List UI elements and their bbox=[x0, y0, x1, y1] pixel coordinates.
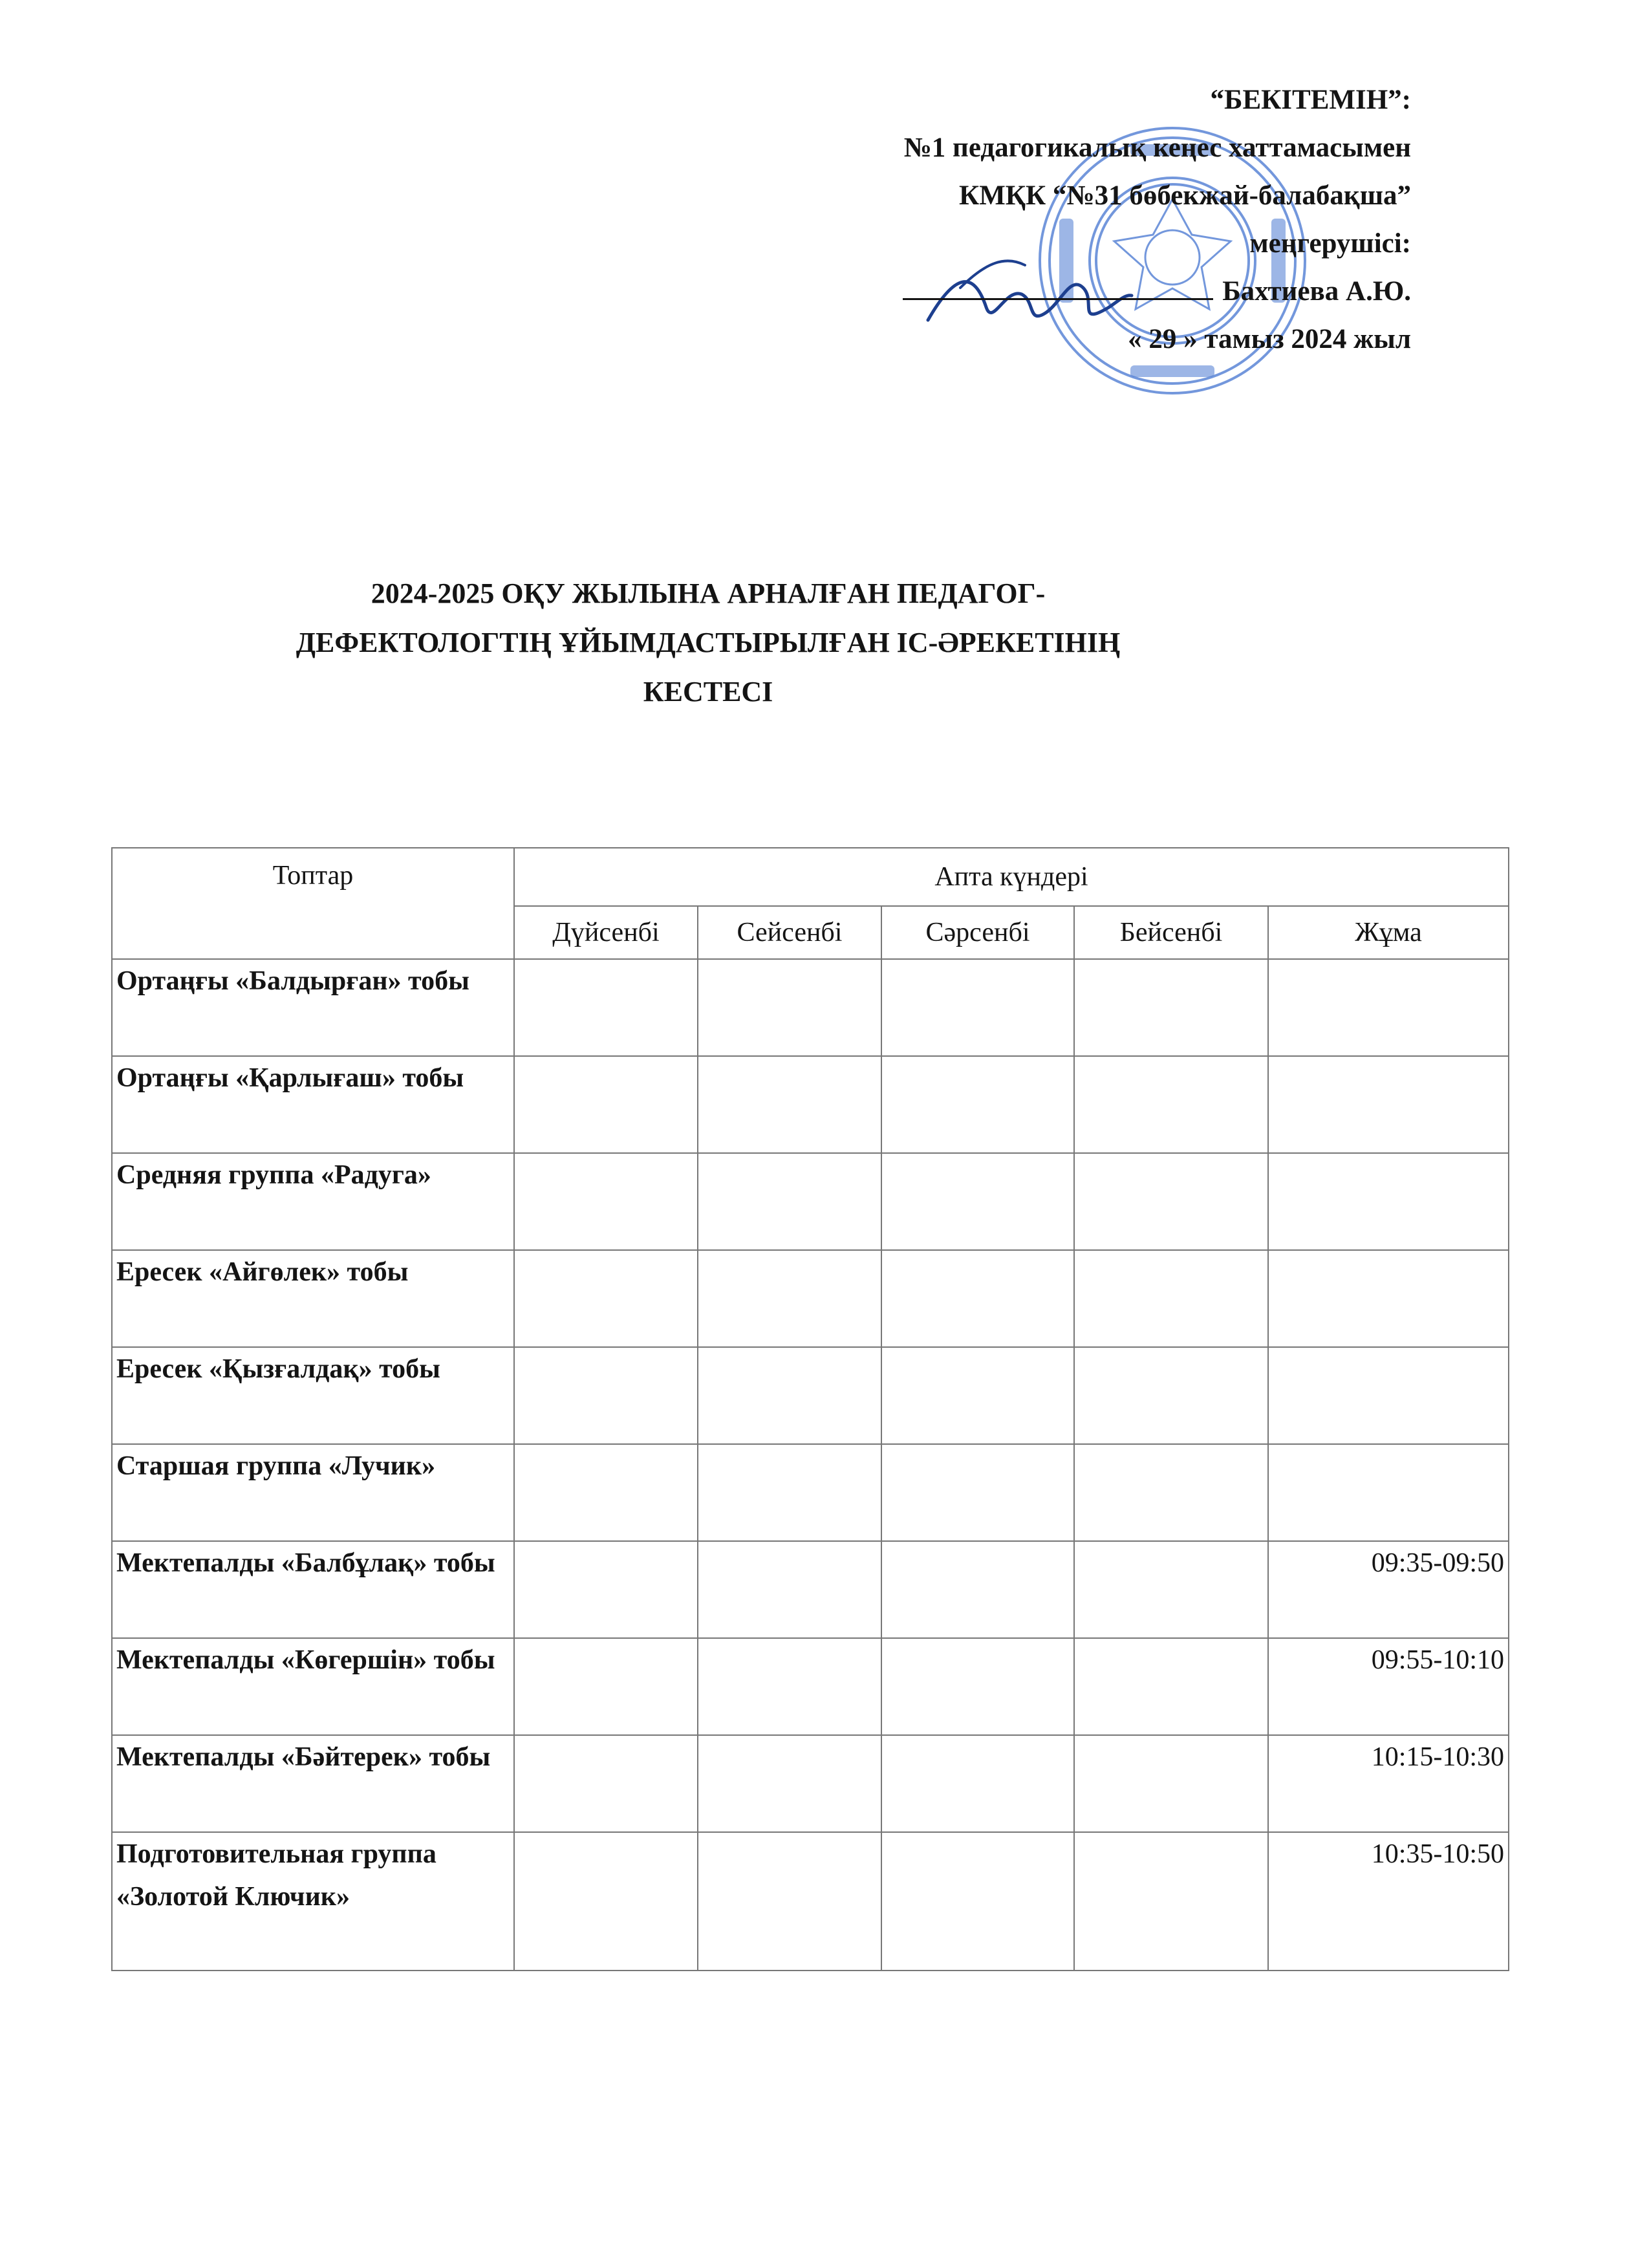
time-cell bbox=[1268, 1250, 1509, 1347]
group-name: Подготовительная группа «Золотой Ключик» bbox=[112, 1832, 514, 1971]
time-cell bbox=[698, 1250, 881, 1347]
day-header: Жұма bbox=[1268, 906, 1509, 959]
time-cell bbox=[698, 1541, 881, 1638]
time-cell bbox=[1074, 1153, 1268, 1250]
table-row bbox=[112, 1541, 1509, 1638]
signature-line bbox=[903, 272, 1213, 300]
schedule-table bbox=[111, 847, 1509, 1971]
time-cell bbox=[1268, 959, 1509, 1056]
group-name: Ересек «Қызғалдақ» тобы bbox=[112, 1347, 514, 1444]
title-line-3: КЕСТЕСІ bbox=[643, 676, 773, 707]
time-cell bbox=[1074, 1638, 1268, 1735]
time-cell bbox=[1074, 1444, 1268, 1541]
group-name: Средняя группа «Радуга» bbox=[112, 1153, 514, 1250]
time-cell bbox=[698, 1832, 881, 1971]
time-cell bbox=[1074, 1347, 1268, 1444]
group-name: Мектепалды «Бәйтерек» тобы bbox=[112, 1735, 514, 1832]
time-cell: 09:55-10:10 bbox=[1268, 1638, 1509, 1735]
approval-organization: КМҚК “№31 бөбекжай-балабақша” bbox=[959, 180, 1411, 211]
table-row bbox=[112, 1444, 1509, 1541]
time-cell bbox=[1074, 959, 1268, 1056]
table-row bbox=[112, 959, 1509, 1056]
time-cell bbox=[514, 1250, 698, 1347]
time-cell bbox=[1268, 1153, 1509, 1250]
time-cell bbox=[514, 959, 698, 1056]
time-cell bbox=[881, 1541, 1074, 1638]
time-cell bbox=[698, 1347, 881, 1444]
day-header: Дүйсенбі bbox=[514, 906, 698, 959]
time-cell bbox=[698, 1056, 881, 1153]
day-header: Бейсенбі bbox=[1074, 906, 1268, 959]
time-cell bbox=[1268, 1347, 1509, 1444]
time-cell: 09:35-09:50 bbox=[1268, 1541, 1509, 1638]
time-cell bbox=[1268, 1444, 1509, 1541]
time-cell bbox=[881, 1638, 1074, 1735]
time-cell bbox=[698, 1153, 881, 1250]
group-name: Ортаңғы «Балдырған» тобы bbox=[112, 959, 514, 1056]
time-cell bbox=[514, 1347, 698, 1444]
title-line-2: ДЕФЕКТОЛОГТІҢ ҰЙЫМДАСТЫРЫЛҒАН ІС-ӘРЕКЕТІНІҢ bbox=[296, 627, 1121, 658]
time-cell bbox=[514, 1735, 698, 1832]
title-line-1: 2024-2025 ОҚУ ЖЫЛЫНА АРНАЛҒАН ПЕДАГОГ- bbox=[371, 578, 1046, 609]
time-cell bbox=[1074, 1832, 1268, 1971]
time-cell bbox=[881, 1832, 1074, 1971]
table-row bbox=[112, 1735, 1509, 1832]
time-cell bbox=[881, 1056, 1074, 1153]
header-row bbox=[112, 848, 1509, 906]
time-cell bbox=[1074, 1056, 1268, 1153]
approval-heading: “БЕКІТЕМІН”: bbox=[1210, 85, 1411, 115]
table-row bbox=[112, 1250, 1509, 1347]
approval-signatory bbox=[506, 268, 1411, 316]
time-cell bbox=[514, 1153, 698, 1250]
time-cell bbox=[881, 1735, 1074, 1832]
groups-column-header: Топтар bbox=[112, 848, 514, 959]
time-cell bbox=[514, 1444, 698, 1541]
time-cell bbox=[881, 959, 1074, 1056]
time-cell bbox=[881, 1153, 1074, 1250]
table-row bbox=[112, 1347, 1509, 1444]
table-row bbox=[112, 1832, 1509, 1971]
time-cell bbox=[881, 1347, 1074, 1444]
group-name: Мектепалды «Балбұлақ» тобы bbox=[112, 1541, 514, 1638]
table-row bbox=[112, 1056, 1509, 1153]
time-cell bbox=[514, 1638, 698, 1735]
time-cell: 10:15-10:30 bbox=[1268, 1735, 1509, 1832]
time-cell bbox=[698, 1735, 881, 1832]
table-row bbox=[112, 1153, 1509, 1250]
weekdays-header: Апта күндері bbox=[514, 848, 1509, 906]
day-header: Сейсенбі bbox=[698, 906, 881, 959]
table-row bbox=[112, 1638, 1509, 1735]
approval-date: « 29 » тамыз 2024 жыл bbox=[1128, 324, 1411, 354]
time-cell bbox=[514, 1832, 698, 1971]
approval-block bbox=[506, 76, 1411, 363]
time-cell bbox=[881, 1250, 1074, 1347]
time-cell bbox=[1074, 1735, 1268, 1832]
time-cell bbox=[514, 1056, 698, 1153]
time-cell bbox=[698, 1444, 881, 1541]
day-header: Сәрсенбі bbox=[881, 906, 1074, 959]
group-name: Ортаңғы «Қарлығаш» тобы bbox=[112, 1056, 514, 1153]
time-cell bbox=[698, 959, 881, 1056]
time-cell bbox=[1074, 1250, 1268, 1347]
group-name: Ересек «Айгөлек» тобы bbox=[112, 1250, 514, 1347]
approval-position: меңгерушісі: bbox=[1249, 228, 1411, 259]
time-cell bbox=[1268, 1056, 1509, 1153]
time-cell bbox=[514, 1541, 698, 1638]
time-cell bbox=[698, 1638, 881, 1735]
time-cell bbox=[1074, 1541, 1268, 1638]
signatory-name: Бахтиева А.Ю. bbox=[1222, 276, 1411, 307]
approval-protocol: №1 педагогикалық кеңес хаттамасымен bbox=[903, 133, 1411, 163]
document-title bbox=[155, 569, 1261, 717]
group-name: Мектепалды «Көгершін» тобы bbox=[112, 1638, 514, 1735]
group-name: Старшая группа «Лучик» bbox=[112, 1444, 514, 1541]
time-cell bbox=[881, 1444, 1074, 1541]
time-cell: 10:35-10:50 bbox=[1268, 1832, 1509, 1971]
